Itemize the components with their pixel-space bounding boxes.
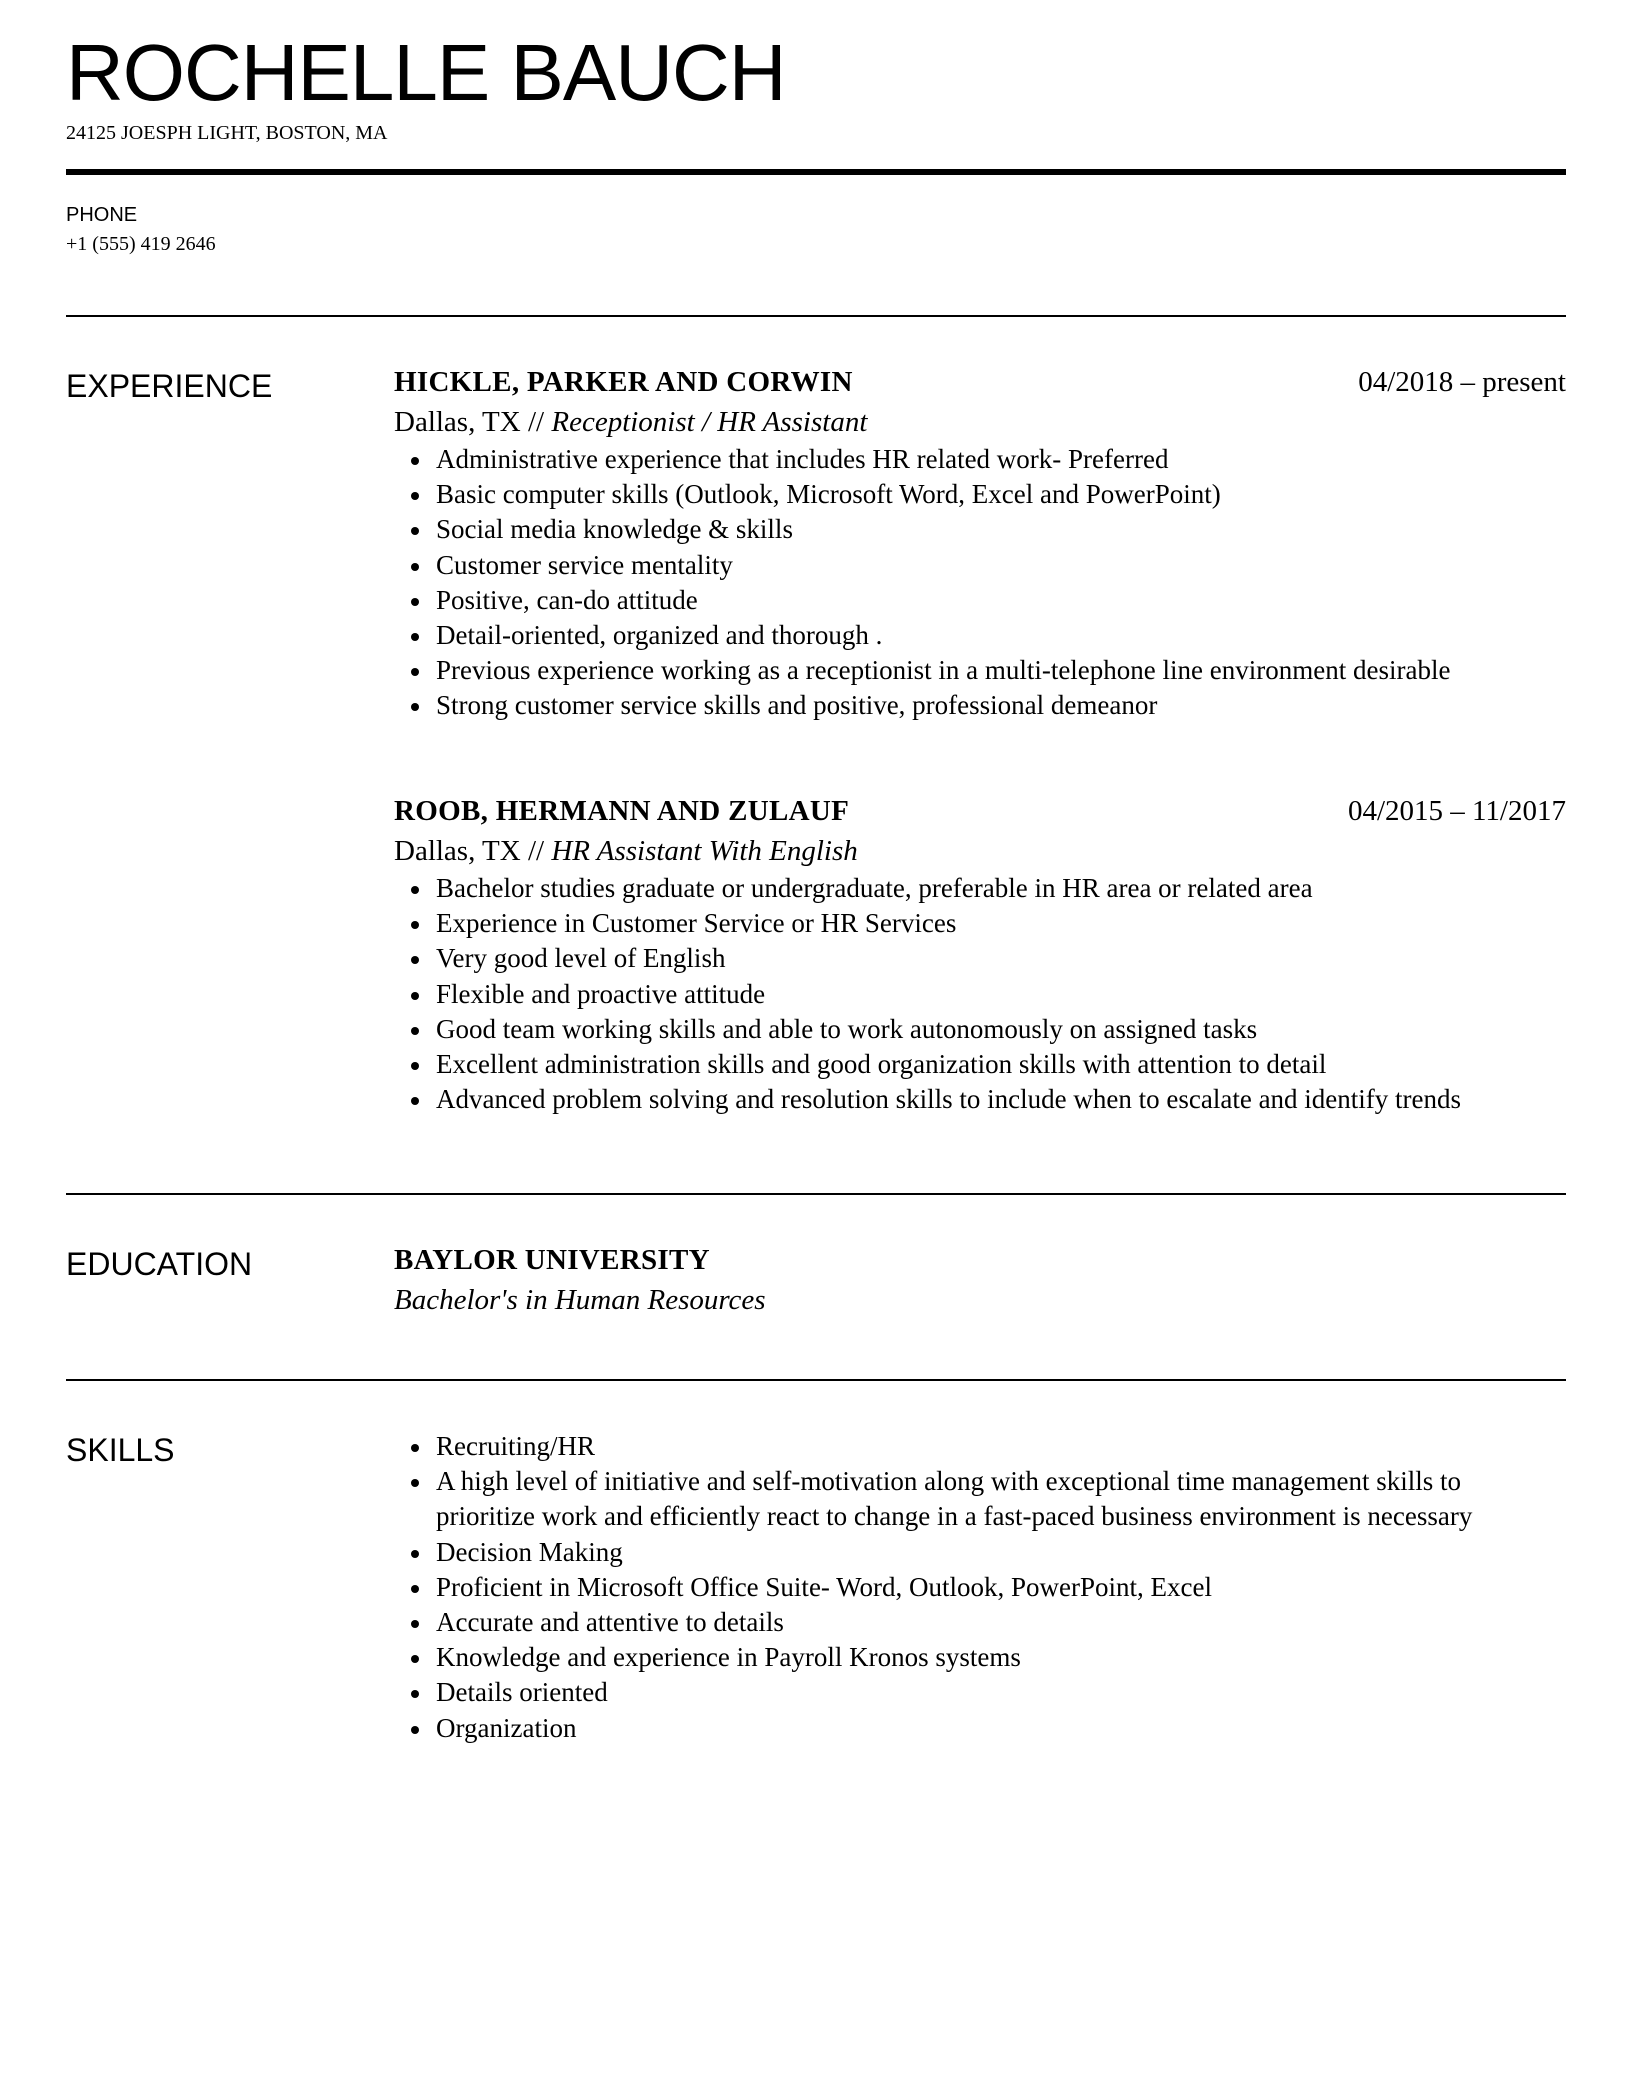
job-entry bbox=[394, 362, 1566, 724]
skills-heading: SKILLS bbox=[66, 1432, 175, 1468]
list-item: Accurate and attentive to details bbox=[436, 1605, 1560, 1640]
list-item: Experience in Customer Service or HR Services bbox=[436, 906, 1566, 941]
list-item: Detail-oriented, organized and thorough . bbox=[436, 618, 1566, 653]
section-divider bbox=[66, 315, 1566, 317]
candidate-name: ROCHELLE BAUCH bbox=[66, 28, 786, 117]
job-bullets bbox=[394, 442, 1566, 724]
list-item: Positive, can-do attitude bbox=[436, 583, 1566, 618]
list-item: Very good level of English bbox=[436, 941, 1566, 976]
list-item: Social media knowledge & skills bbox=[436, 512, 1566, 547]
job-meta bbox=[394, 831, 1566, 871]
phone-number: +1 (555) 419 2646 bbox=[66, 233, 216, 255]
list-item: Knowledge and experience in Payroll Kronos systems bbox=[436, 1640, 1560, 1675]
header-divider bbox=[66, 169, 1566, 175]
list-item: Flexible and proactive attitude bbox=[436, 977, 1566, 1012]
job-dates: 04/2015 – 11/2017 bbox=[1347, 795, 1566, 827]
job-company: ROOB, HERMANN AND ZULAUF bbox=[394, 795, 850, 827]
list-item: Strong customer service skills and positive, professional demeanor bbox=[436, 688, 1566, 723]
list-item: Customer service mentality bbox=[436, 548, 1566, 583]
list-item: Administrative experience that includes HR related work- Preferred bbox=[436, 442, 1566, 477]
phone-label: PHONE bbox=[66, 204, 138, 226]
job-location: Dallas, TX bbox=[394, 835, 521, 867]
list-item: Good team working skills and able to work autonomously on assigned tasks bbox=[436, 1012, 1566, 1047]
education-heading: EDUCATION bbox=[66, 1246, 253, 1282]
job-header bbox=[394, 791, 1566, 831]
job-role: HR Assistant With English bbox=[551, 835, 858, 867]
school-name: BAYLOR UNIVERSITY bbox=[394, 1244, 710, 1276]
job-role: Receptionist / HR Assistant bbox=[551, 406, 868, 438]
job-entry bbox=[394, 791, 1566, 1117]
job-location: Dallas, TX bbox=[394, 406, 521, 438]
job-company: HICKLE, PARKER AND CORWIN bbox=[394, 366, 853, 398]
list-item: Decision Making bbox=[436, 1535, 1560, 1570]
list-item: Bachelor studies graduate or undergraduate, preferable in HR area or related area bbox=[436, 871, 1566, 906]
skills-list bbox=[394, 1429, 1566, 1746]
degree: Bachelor's in Human Resources bbox=[394, 1284, 766, 1316]
list-item: Basic computer skills (Outlook, Microsoft Word, Excel and PowerPoint) bbox=[436, 477, 1566, 512]
job-dates: 04/2018 – present bbox=[1358, 366, 1566, 398]
list-item: A high level of initiative and self-motivation along with exceptional time management skills to prioritize work and efficiently react to change in a fast-paced business environment is necessary bbox=[436, 1464, 1560, 1534]
section-divider bbox=[66, 1193, 1566, 1195]
skills-entry bbox=[394, 1429, 1566, 1746]
list-item: Recruiting/HR bbox=[436, 1429, 1560, 1464]
candidate-address: 24125 JOESPH LIGHT, BOSTON, MA bbox=[66, 122, 388, 144]
job-header bbox=[394, 362, 1566, 402]
list-item: Previous experience working as a receptionist in a multi-telephone line environment desirable bbox=[436, 653, 1566, 688]
job-separator: // bbox=[527, 835, 545, 867]
job-meta bbox=[394, 402, 1566, 442]
job-separator: // bbox=[527, 406, 545, 438]
list-item: Details oriented bbox=[436, 1675, 1560, 1710]
list-item: Organization bbox=[436, 1711, 1560, 1746]
experience-heading: EXPERIENCE bbox=[66, 368, 273, 404]
list-item: Proficient in Microsoft Office Suite- Word, Outlook, PowerPoint, Excel bbox=[436, 1570, 1560, 1605]
job-bullets bbox=[394, 871, 1566, 1117]
list-item: Excellent administration skills and good organization skills with attention to detail bbox=[436, 1047, 1566, 1082]
education-entry bbox=[394, 1240, 1566, 1320]
section-divider bbox=[66, 1379, 1566, 1381]
list-item: Advanced problem solving and resolution skills to include when to escalate and identify trends bbox=[436, 1082, 1566, 1117]
